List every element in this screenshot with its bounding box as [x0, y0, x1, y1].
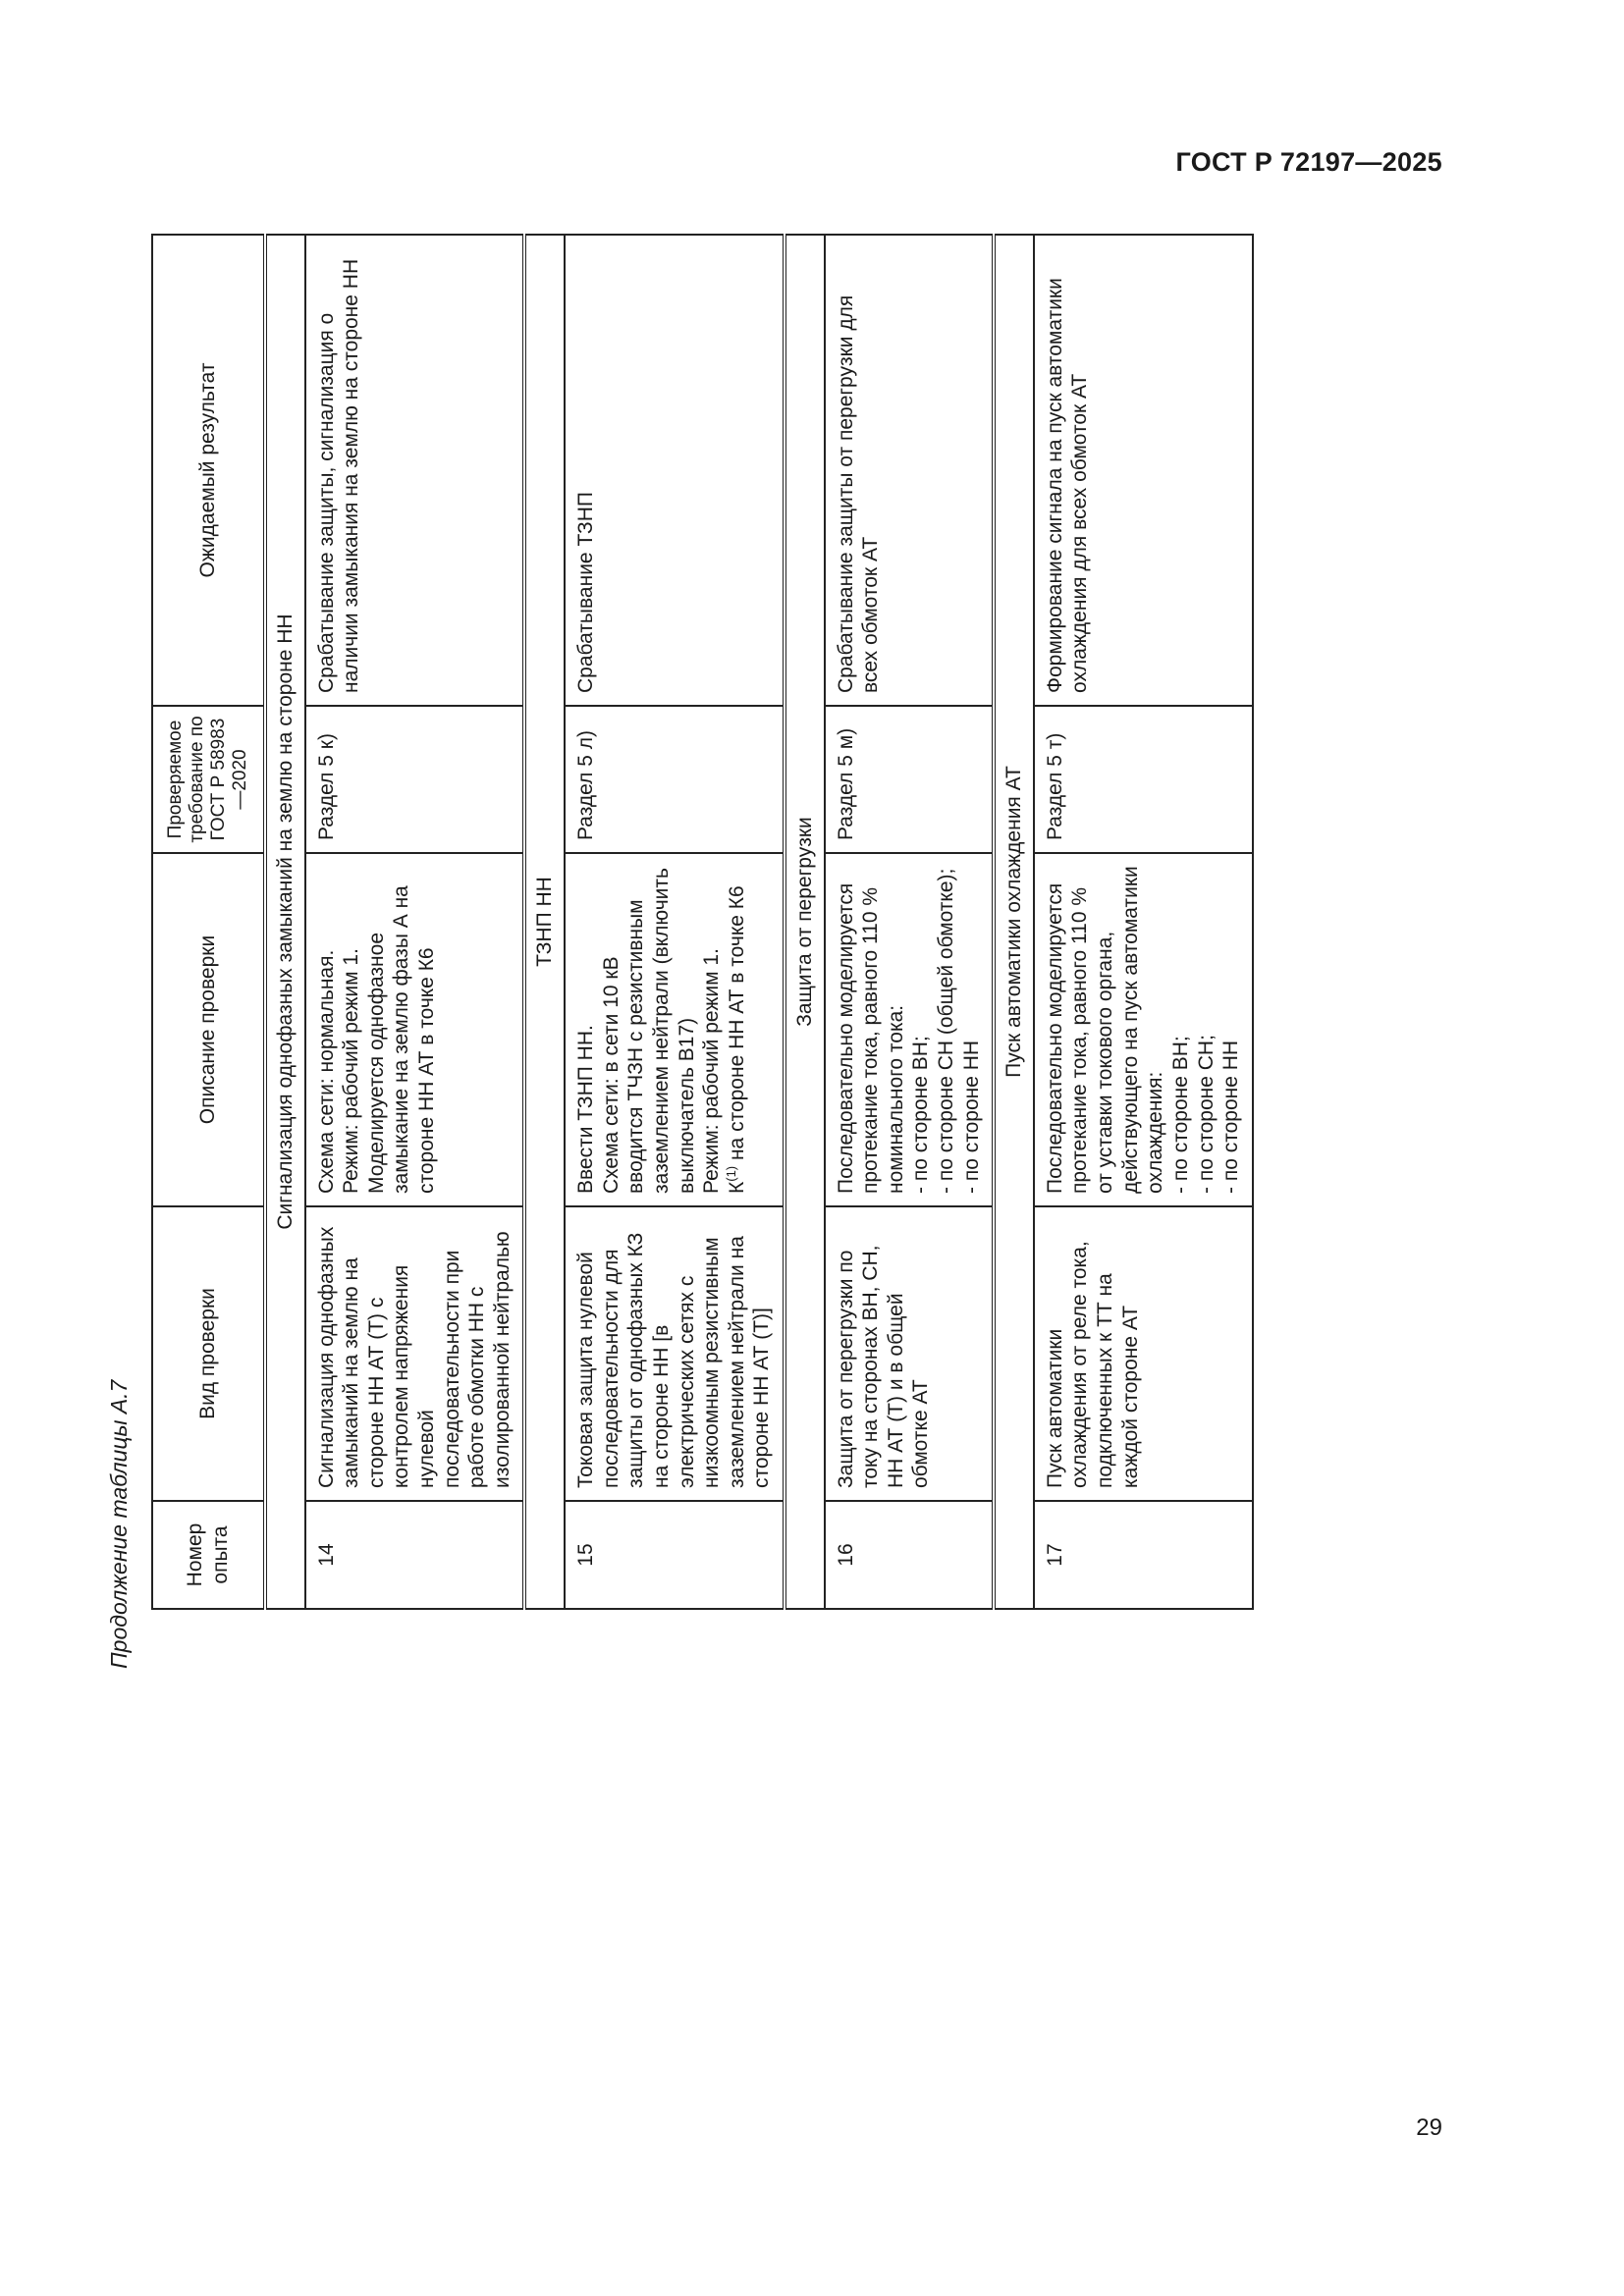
- cell-description: [1034, 853, 1253, 1206]
- cell-result: Срабатывание ТЗНП: [565, 235, 785, 706]
- cell-check-type: Пуск автоматики охлаждения от реле тока, подключенных к ТТ на каждой стороне АТ: [1034, 1206, 1253, 1501]
- cell-result: Формирование сигнала на пуск автоматики охлаждения для всех обмоток АТ: [1034, 235, 1253, 706]
- table-row: [1034, 235, 1253, 1609]
- rotated-content: [106, 236, 1243, 1669]
- col-header-description: Описание проверки: [152, 853, 265, 1206]
- section-row: [524, 235, 565, 1609]
- description-line: Последовательно моделируется протекание тока, равного 110 % номинального тока:: [834, 882, 907, 1194]
- section-title: ТЗНП НН: [524, 235, 565, 1609]
- section-row: [994, 235, 1034, 1609]
- section-title: Сигнализация однофазных замыканий на землю на стороне НН: [265, 235, 305, 1609]
- description-line: Режим: рабочий режим 1.: [700, 948, 724, 1194]
- description-line: Последовательно моделируется протекание тока, равного 110 % от уставки токового органа, действующего на пуск автоматики охлаждения:: [1043, 866, 1167, 1194]
- cell-check-type: Защита от перегрузки по току на сторонах ВН, СН, НН АТ (Т) и в общей обмотке АТ: [825, 1206, 995, 1501]
- description-line: - по стороне СН (общей обмотке);: [935, 868, 958, 1194]
- col-header-result: Ожидаемый результат: [152, 235, 265, 706]
- cell-requirement: Раздел 5 т): [1034, 706, 1253, 853]
- col-header-requirement: Проверяемое требование по ГОСТ Р 58983—2020: [152, 706, 265, 853]
- description-line-fault: [725, 866, 750, 1194]
- table-row: [565, 235, 785, 1609]
- section-title: Пуск автоматики охлаждения АТ: [994, 235, 1034, 1609]
- description-line: - по стороне СН;: [1194, 1035, 1218, 1194]
- cell-description: [305, 853, 525, 1206]
- section-row: [265, 235, 305, 1609]
- cell-number: 16: [825, 1501, 995, 1609]
- cell-number: 17: [1034, 1501, 1253, 1609]
- cell-check-type: Сигнализация однофазных замыканий на землю на стороне НН АТ (Т) с контролем напряжения нулевой последовательности при работе обмотки НН с изолированной нейтралью: [305, 1206, 525, 1501]
- fault-superscript: (1): [723, 1165, 738, 1182]
- cell-number: 14: [305, 1501, 525, 1609]
- cell-result: Срабатывание защиты, сигнализация о наличии замыкания на землю на стороне НН: [305, 235, 525, 706]
- cell-requirement: Раздел 5 к): [305, 706, 525, 853]
- fault-symbol: К: [725, 1181, 748, 1194]
- cell-description: [825, 853, 995, 1206]
- cell-requirement: Раздел 5 м): [825, 706, 995, 853]
- col-header-number: Номер опыта: [152, 1501, 265, 1609]
- cell-number: 15: [565, 1501, 785, 1609]
- description-line: Схема сети: нормальная.: [314, 949, 338, 1194]
- table-header-row: [152, 235, 265, 1609]
- table-row: [825, 235, 995, 1609]
- description-line: Режим: рабочий режим 1.: [340, 948, 363, 1194]
- description-line: Схема сети: в сети 10 кВ вводится ТЧЗН с резистивным заземлением нейтрали (включить выключатель В17): [599, 868, 698, 1194]
- standard-designation: ГОСТ Р 72197—2025: [1175, 147, 1442, 177]
- cell-requirement: Раздел 5 л): [565, 706, 785, 853]
- cell-result: Срабатывание защиты от перегрузки для всех обмоток АТ: [825, 235, 995, 706]
- description-line: - по стороне ВН;: [1168, 1036, 1192, 1194]
- section-title: Защита от перегрузки: [785, 235, 825, 1609]
- fault-location: на стороне НН АТ в точке К6: [725, 885, 748, 1166]
- test-table: [151, 234, 1254, 1610]
- description-line: - по стороне НН: [959, 1040, 983, 1194]
- table-row: [305, 235, 525, 1609]
- description-line: - по стороне ВН;: [909, 1036, 933, 1194]
- description-line: Ввести ТЗНП НН.: [574, 1025, 598, 1194]
- section-row: [785, 235, 825, 1609]
- cell-check-type: Токовая защита нулевой последовательности для защиты от однофазных КЗ на стороне НН [в электрических сетях с низкоомным резистивным заземлением нейтрали на стороне НН АТ (Т)]: [565, 1206, 785, 1501]
- table-caption: Продолжение таблицы А.7: [106, 1379, 132, 1669]
- cell-description: [565, 853, 785, 1206]
- description-line: Моделируется однофазное замыкание на землю фазы А на стороне НН АТ в точке К6: [364, 885, 439, 1194]
- description-line: - по стороне НН: [1219, 1040, 1243, 1194]
- col-header-check-type: Вид проверки: [152, 1206, 265, 1501]
- page-number: 29: [1416, 2114, 1442, 2141]
